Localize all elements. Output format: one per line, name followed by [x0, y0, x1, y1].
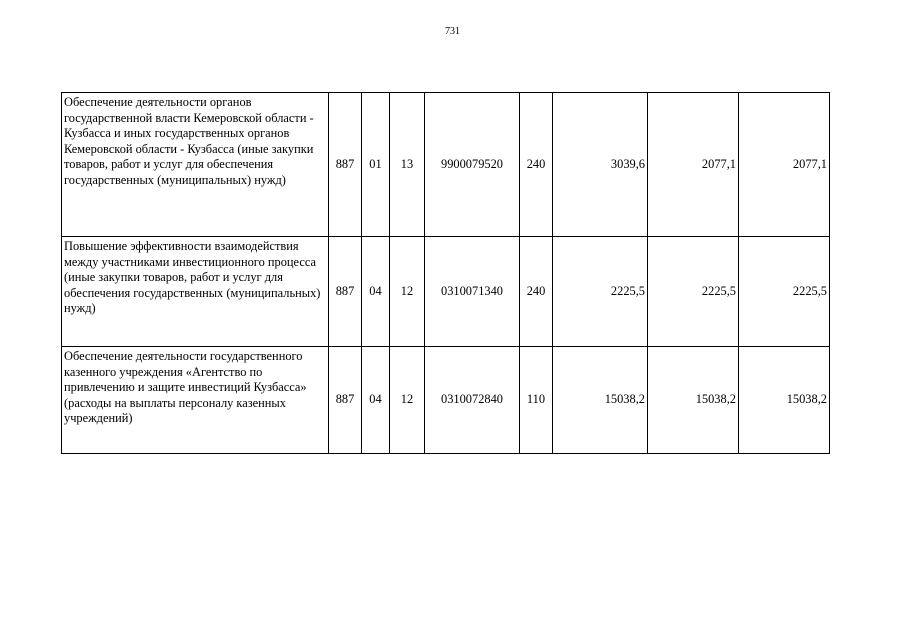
table-row: [62, 347, 830, 454]
ministry-code-cell: 887: [329, 347, 362, 454]
amount-year-3-cell: 15038,2: [739, 347, 830, 454]
section-code-cell: 04: [362, 237, 390, 347]
amount-year-3-cell: 2225,5: [739, 237, 830, 347]
row-description: Повышение эффективности взаимодействия между участниками инвестиционного процесса (иные закупки товаров, работ и услуг для обеспечения государственных (муниципальных) нужд): [62, 237, 329, 347]
section-code-cell: 01: [362, 93, 390, 237]
table-row: [62, 237, 830, 347]
amount-year-2-cell: 2077,1: [648, 93, 739, 237]
amount-year-1-cell: 3039,6: [553, 93, 648, 237]
expense-type-cell: 240: [520, 237, 553, 347]
subsection-code-cell: 12: [390, 237, 425, 347]
target-article-cell: 0310072840: [425, 347, 520, 454]
row-description: Обеспечение деятельности государственного казенного учреждения «Агентство по привлечению и защите инвестиций Кузбасса» (расходы на выплаты персоналу казенных учреждений): [62, 347, 329, 454]
table-row: [62, 93, 830, 237]
subsection-code-cell: 12: [390, 347, 425, 454]
amount-year-3-cell: 2077,1: [739, 93, 830, 237]
amount-year-1-cell: 2225,5: [553, 237, 648, 347]
ministry-code-cell: 887: [329, 93, 362, 237]
amount-year-1-cell: 15038,2: [553, 347, 648, 454]
page-number: 731: [445, 26, 460, 37]
row-description: Обеспечение деятельности органов государственной власти Кемеровской области - Кузбасса и иных государственных органов Кемеровской области - Кузбасса (иные закупки товаров, работ и услуг для обеспечения государственных (муниципальных) нужд): [62, 93, 329, 237]
target-article-cell: 0310071340: [425, 237, 520, 347]
budget-table: [61, 92, 830, 454]
target-article-cell: 9900079520: [425, 93, 520, 237]
ministry-code-cell: 887: [329, 237, 362, 347]
section-code-cell: 04: [362, 347, 390, 454]
expense-type-cell: 240: [520, 93, 553, 237]
amount-year-2-cell: 2225,5: [648, 237, 739, 347]
subsection-code-cell: 13: [390, 93, 425, 237]
amount-year-2-cell: 15038,2: [648, 347, 739, 454]
expense-type-cell: 110: [520, 347, 553, 454]
